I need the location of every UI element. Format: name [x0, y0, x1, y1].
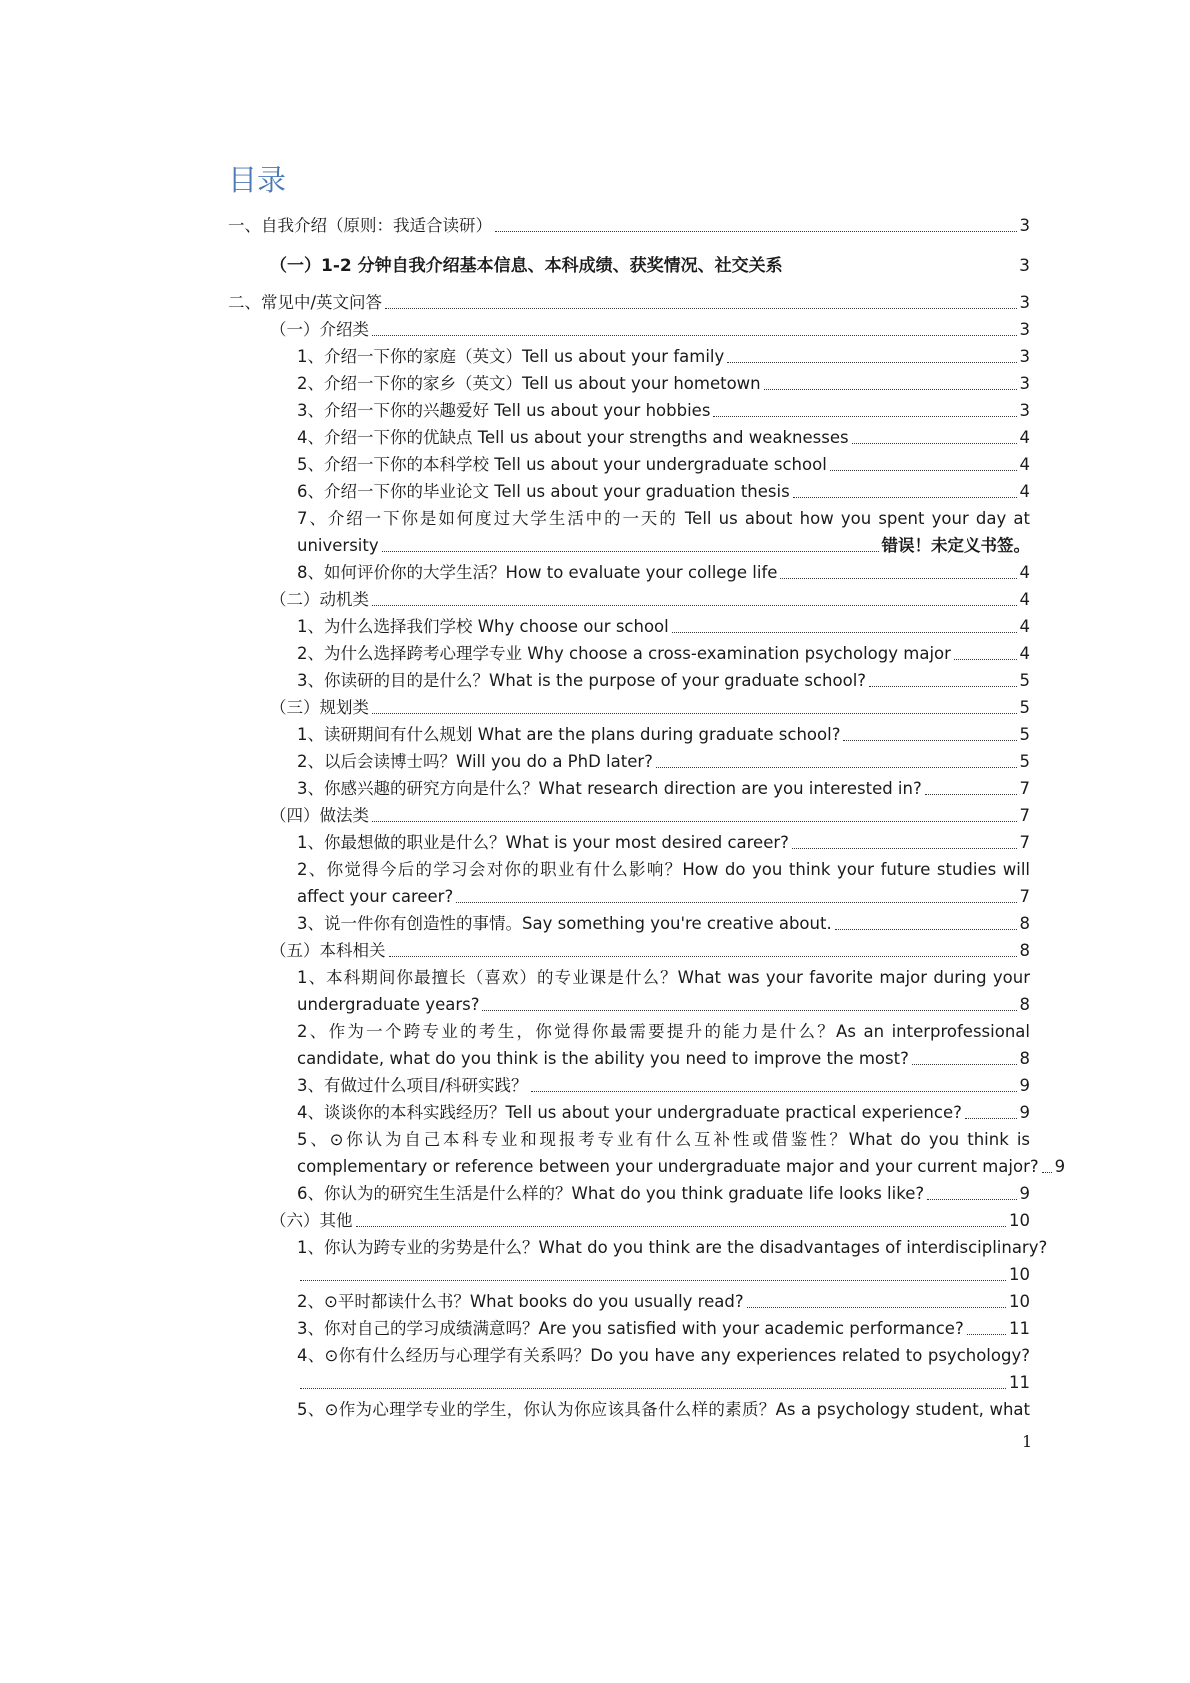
toc-entry-text: 二、常见中/英文问答 [228, 293, 383, 312]
toc-entry-text: 2、⊙平时都读什么书？What books do you usually read? [297, 1292, 744, 1311]
toc-entry[interactable] [270, 250, 1030, 277]
toc-entry-line1[interactable]: 5、⊙你认为自己本科专业和现报考专业有什么互补性或借鉴性？What do you think is [297, 1130, 1030, 1149]
dot-leader [656, 767, 1017, 768]
toc-entry-page: 9 [1054, 1157, 1066, 1176]
dot-leader [792, 848, 1017, 849]
toc-entry[interactable] [297, 827, 1030, 854]
toc-entry-text: （六）其他 [270, 1211, 353, 1230]
toc-entry[interactable] [297, 1097, 1030, 1124]
toc-entry-page: 7 [1019, 779, 1030, 798]
dot-leader [912, 1064, 1017, 1065]
toc-entry[interactable] [270, 314, 1030, 341]
toc-entry-text: 3、有做过什么项目/科研实践？ [297, 1076, 528, 1095]
toc-entry-text: （四）做法类 [270, 806, 369, 825]
toc-entry-page: 3 [1019, 374, 1030, 393]
toc-entry[interactable] [297, 1313, 1030, 1340]
toc-entry-page: 5 [1019, 698, 1030, 717]
dot-leader [495, 231, 1017, 232]
dot-leader [925, 794, 1017, 795]
toc-entry[interactable] [270, 800, 1030, 827]
toc-entry-page: 7 [1019, 833, 1030, 852]
toc-entry-page: 10 [1009, 1292, 1030, 1311]
dot-leader [531, 1091, 1017, 1092]
toc-entry-page: 3 [1019, 293, 1030, 312]
dot-leader [389, 956, 1017, 957]
toc-entry-line1[interactable]: 7、介绍一下你是如何度过大学生活中的一天的 Tell us about how you spent your day at [297, 509, 1030, 528]
toc-entry-text: （一）1-2 分钟自我介绍基本信息、本科成绩、获奖情况、社交关系 [270, 256, 783, 276]
toc-entry-text: 4、介绍一下你的优缺点 Tell us about your strengths and weaknesses [297, 428, 849, 447]
dot-leader [713, 416, 1016, 417]
toc-entry-text: 3、介绍一下你的兴趣爱好 Tell us about your hobbies [297, 401, 711, 420]
dot-leader [372, 821, 1017, 822]
toc-entry[interactable] [297, 557, 1030, 584]
toc-entry-page: 5 [1019, 671, 1030, 690]
toc-entry[interactable] [297, 1178, 1030, 1205]
toc-entry-page: 8 [1019, 914, 1030, 933]
toc-entry-text: 1、为什么选择我们学校 Why choose our school [297, 617, 669, 636]
toc-entry-text: affect your career? [297, 887, 454, 906]
dot-leader [835, 929, 1017, 930]
toc-entry[interactable] [297, 881, 1030, 908]
toc-entry-page: 4 [1019, 563, 1030, 582]
dot-leader [793, 497, 1017, 498]
toc-entry-text: 1、介绍一下你的家庭（英文）Tell us about your family [297, 347, 725, 366]
toc-entry-page: 10 [1009, 1211, 1030, 1230]
toc-entry-line1[interactable]: 1、本科期间你最擅长（喜欢）的专业课是什么？What was your favorite major during your [297, 968, 1030, 987]
toc-entry-page: 5 [1019, 752, 1030, 771]
toc-entry[interactable] [297, 395, 1030, 422]
toc-entry-text: 一、自我介绍（原则：我适合读研） [228, 216, 492, 235]
toc-entry[interactable] [297, 368, 1030, 395]
dot-leader [852, 443, 1017, 444]
dot-leader [954, 659, 1017, 660]
toc-entry[interactable] [297, 773, 1030, 800]
toc-entry[interactable] [297, 1286, 1030, 1313]
toc-entry-text: undergraduate years? [297, 995, 480, 1014]
toc-entry-page: 9 [1019, 1076, 1030, 1095]
toc-entry-page: 3 [1019, 320, 1030, 339]
toc-entry-page: 7 [1019, 806, 1030, 825]
toc-entry-page: 8 [1019, 1049, 1030, 1068]
toc-entry-text: 3、你感兴趣的研究方向是什么？What research direction are you interested in? [297, 779, 922, 798]
toc-entry-page: 4 [1019, 482, 1030, 501]
toc-entry[interactable] [228, 210, 1030, 237]
toc-entry-text: 4、谈谈你的本科实践经历？Tell us about your undergraduate practical experience? [297, 1103, 962, 1122]
toc-entry-text: candidate, what do you think is the ability you need to improve the most? [297, 1049, 909, 1068]
toc-entry[interactable] [297, 449, 1030, 476]
toc-entry[interactable] [297, 1043, 1030, 1070]
toc-entry[interactable] [270, 692, 1030, 719]
dot-leader [372, 713, 1017, 714]
toc-entry-page: 5 [1019, 725, 1030, 744]
dot-leader [1042, 1172, 1052, 1173]
toc-entry-line1[interactable]: 2、作为一个跨专业的考生，你觉得你最需要提升的能力是什么？As an interprofessional [297, 1022, 1030, 1041]
toc-entry-page: 3 [1019, 401, 1030, 420]
toc-entry-text: 6、你认为的研究生生活是什么样的？What do you think graduate life looks like? [297, 1184, 925, 1203]
toc-entry-page: 4 [1019, 428, 1030, 447]
toc-entry[interactable] [297, 611, 1030, 638]
toc-entry-text: 2、为什么选择跨考心理学专业 Why choose a cross-examination psychology major [297, 644, 951, 663]
dot-leader [780, 578, 1016, 579]
dot-leader [382, 551, 879, 552]
toc-entry[interactable] [297, 1151, 1066, 1178]
toc-entry-text: （五）本科相关 [270, 941, 386, 960]
toc-entry-page: 4 [1019, 617, 1030, 636]
toc-entry[interactable] [297, 908, 1030, 935]
toc-entry-text: 5、介绍一下你的本科学校 Tell us about your undergraduate school [297, 455, 827, 474]
toc-entry-page: 4 [1019, 455, 1030, 474]
toc-entry-page: 11 [1009, 1319, 1030, 1338]
toc-entry-error: 错误！未定义书签。 [881, 536, 1030, 555]
toc-entry-text: complementary or reference between your undergraduate major and your current major? [297, 1157, 1039, 1176]
page-number: 1 [1022, 1432, 1033, 1451]
dot-leader [372, 335, 1017, 336]
dot-leader [830, 470, 1017, 471]
toc-entry-page: 4 [1019, 590, 1030, 609]
toc-entry[interactable] [297, 341, 1030, 368]
dot-leader [672, 632, 1017, 633]
dot-leader [372, 605, 1017, 606]
toc-entry-line1[interactable]: 1、你认为跨专业的劣势是什么？What do you think are the disadvantages of interdisciplinary? [297, 1238, 1048, 1257]
dot-leader [843, 740, 1016, 741]
toc-entry-page: 9 [1019, 1184, 1030, 1203]
dot-leader [965, 1118, 1017, 1119]
dot-leader [300, 1388, 1006, 1389]
toc-entry[interactable] [297, 1259, 1030, 1286]
toc-entry-line1[interactable]: 5、⊙作为心理学专业的学生，你认为你应该具备什么样的素质？As a psychology student, what [297, 1400, 1030, 1419]
toc-entry-page: 3 [1019, 256, 1030, 276]
toc-entry-text: 1、读研期间有什么规划 What are the plans during graduate school? [297, 725, 841, 744]
toc-entry[interactable] [297, 665, 1030, 692]
toc-entry[interactable] [270, 584, 1030, 611]
toc-entry-page: 8 [1019, 995, 1030, 1014]
dot-leader [456, 902, 1016, 903]
toc-entry-text: （一）介绍类 [270, 320, 369, 339]
toc-entry-page: 11 [1009, 1373, 1030, 1392]
toc-entry-text: 3、说一件你有创造性的事情。Say something you're creative about. [297, 914, 832, 933]
toc-entry[interactable] [228, 287, 1030, 314]
toc-entry[interactable] [270, 1205, 1030, 1232]
toc-entry-text: 3、你对自己的学习成绩满意吗？Are you satisfied with your academic performance? [297, 1319, 964, 1338]
dot-leader [300, 1280, 1006, 1281]
toc-entry-text: （三）规划类 [270, 698, 369, 717]
toc-entry-text: 3、你读研的目的是什么？What is the purpose of your graduate school? [297, 671, 867, 690]
toc-entry-page: 8 [1019, 941, 1030, 960]
dot-leader [869, 686, 1016, 687]
toc-entry[interactable] [297, 638, 1030, 665]
toc-entry[interactable] [297, 746, 1030, 773]
dot-leader [927, 1199, 1016, 1200]
toc-entry-page: 10 [1009, 1265, 1030, 1284]
dot-leader [786, 271, 1017, 272]
toc-entry[interactable] [297, 1070, 1030, 1097]
toc-entry-text: 2、以后会读博士吗？Will you do a PhD later? [297, 752, 653, 771]
toc-entry-page: 7 [1019, 887, 1030, 906]
toc-entry-page: 9 [1019, 1103, 1030, 1122]
toc-entry[interactable] [270, 935, 1030, 962]
dot-leader [764, 389, 1017, 390]
toc-entry-text: university [297, 536, 379, 555]
toc-entry-line1[interactable]: 4、⊙你有什么经历与心理学有关系吗？Do you have any experiences related to psychology? [297, 1346, 1030, 1365]
toc-entry-page: 3 [1019, 216, 1030, 235]
toc-entry[interactable] [297, 422, 1030, 449]
toc-entry-text: （二）动机类 [270, 590, 369, 609]
toc-entry[interactable] [297, 989, 1030, 1016]
dot-leader [482, 1010, 1016, 1011]
toc-entry-page: 4 [1019, 644, 1030, 663]
dot-leader [727, 362, 1016, 363]
toc-entry[interactable] [297, 1367, 1030, 1394]
toc-entry-line1[interactable]: 2、你觉得今后的学习会对你的职业有什么影响？How do you think your future studies will [297, 860, 1030, 879]
dot-leader [967, 1334, 1006, 1335]
toc-entry-text: 2、介绍一下你的家乡（英文）Tell us about your hometown [297, 374, 761, 393]
toc-entry[interactable] [297, 476, 1030, 503]
toc-entry[interactable] [297, 719, 1030, 746]
dot-leader [747, 1307, 1006, 1308]
toc-title: 目录 [228, 163, 287, 197]
toc-entry-text: 8、如何评价你的大学生活？How to evaluate your college life [297, 563, 778, 582]
dot-leader [356, 1226, 1007, 1227]
toc-entry-page: 3 [1019, 347, 1030, 366]
dot-leader [385, 308, 1016, 309]
toc-entry-text: 6、介绍一下你的毕业论文 Tell us about your graduation thesis [297, 482, 790, 501]
toc-entry[interactable] [297, 530, 1030, 557]
toc-entry-text: 1、你最想做的职业是什么？What is your most desired career? [297, 833, 789, 852]
